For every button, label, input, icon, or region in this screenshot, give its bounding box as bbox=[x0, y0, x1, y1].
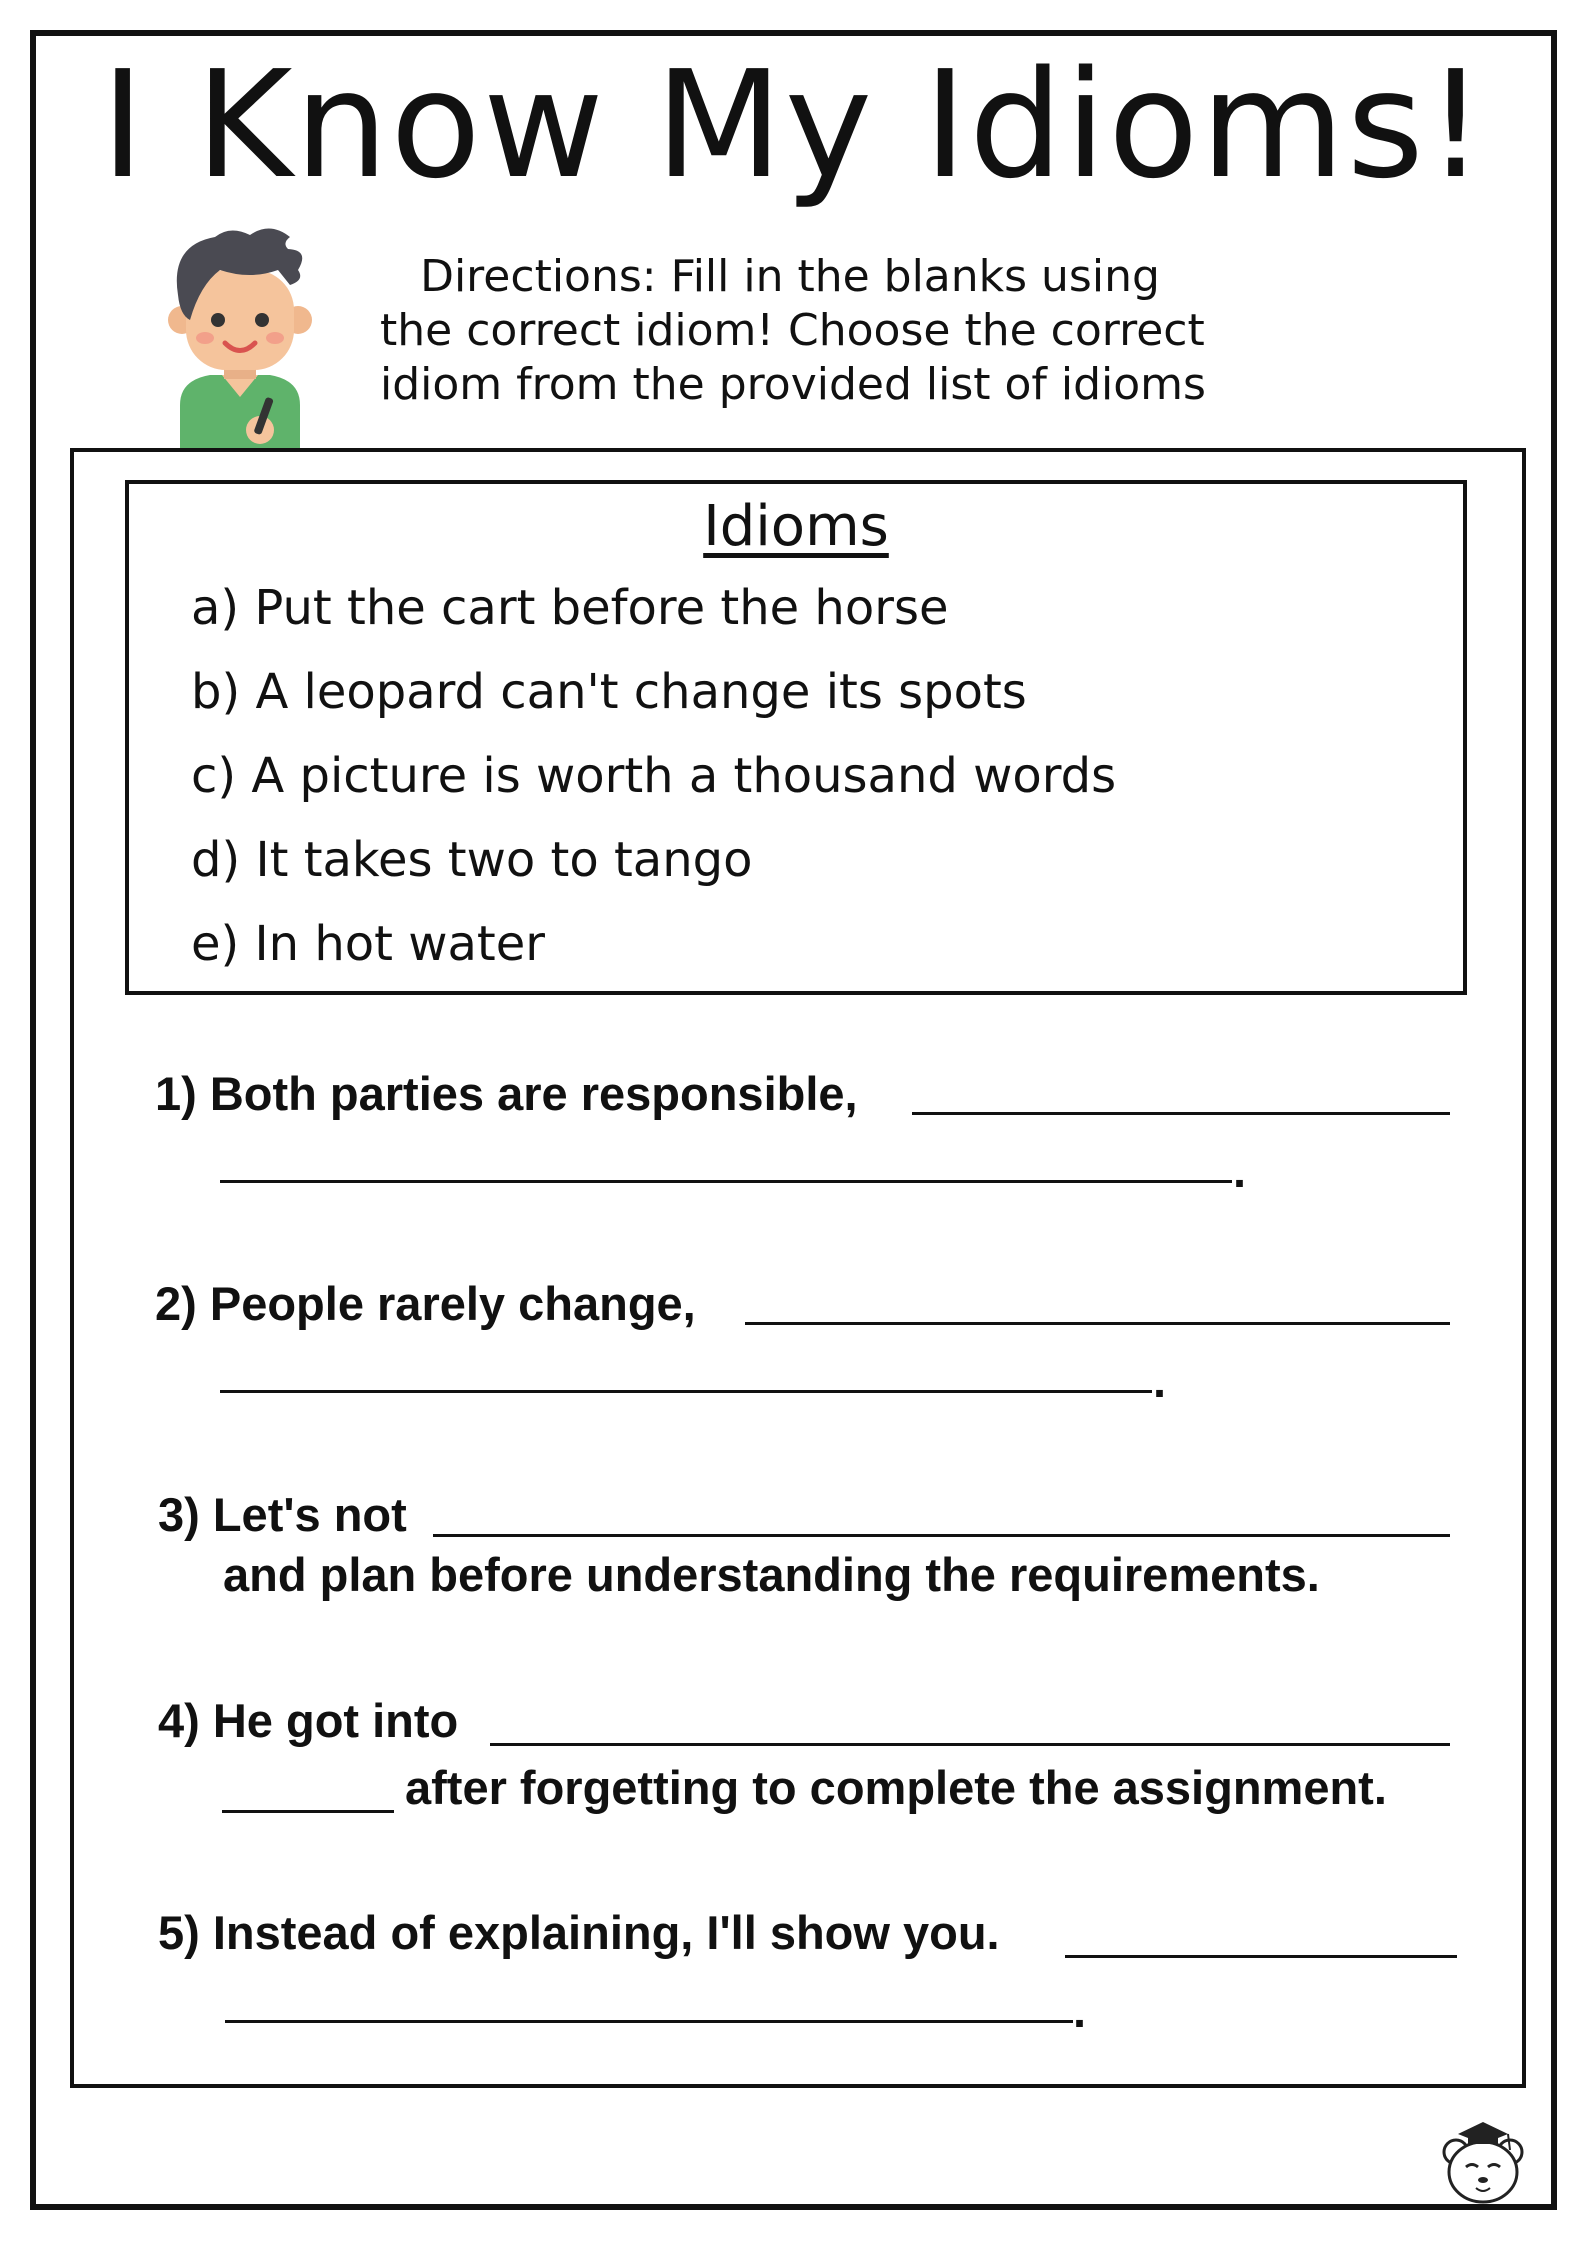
question-3-blank[interactable] bbox=[433, 1534, 1450, 1537]
question-2-blank-a[interactable] bbox=[745, 1322, 1450, 1325]
directions bbox=[380, 250, 1206, 412]
directions-line-1: Directions: Fill in the blanks using bbox=[420, 251, 1160, 302]
question-4-continuation: after forgetting to complete the assignment. bbox=[405, 1761, 1387, 1814]
page-title: I Know My Idioms! bbox=[100, 39, 1488, 211]
idiom-option-c: c) A picture is worth a thousand words bbox=[191, 748, 1117, 804]
idiom-option-d: d) It takes two to tango bbox=[191, 832, 753, 888]
directions-line-3: idiom from the provided list of idioms bbox=[380, 359, 1206, 410]
question-4-blank-b[interactable] bbox=[222, 1810, 394, 1813]
question-5-blank-a[interactable] bbox=[1065, 1955, 1457, 1958]
idiom-option-a: a) Put the cart before the horse bbox=[191, 580, 949, 636]
question-1-blank-b[interactable] bbox=[220, 1180, 1232, 1183]
idiom-option-b: b) A leopard can't change its spots bbox=[191, 664, 1027, 720]
question-5-blank-b[interactable] bbox=[225, 2020, 1073, 2023]
question-5-period: . bbox=[1073, 1984, 1087, 2037]
question-2-text: 2) People rarely change, bbox=[155, 1277, 696, 1330]
question-2-blank-b[interactable] bbox=[220, 1390, 1152, 1393]
question-4-blank-a[interactable] bbox=[490, 1743, 1450, 1746]
question-1-period: . bbox=[1233, 1144, 1247, 1197]
idiom-list-box bbox=[125, 480, 1467, 995]
panda-graduate-logo-icon bbox=[1438, 2112, 1528, 2207]
question-1-text: 1) Both parties are responsible, bbox=[155, 1067, 858, 1120]
idiom-list bbox=[191, 566, 1116, 986]
question-4-text: 4) He got into bbox=[158, 1694, 459, 1747]
question-3-text: 3) Let's not bbox=[158, 1488, 407, 1541]
directions-line-2: the correct idiom! Choose the correct bbox=[380, 305, 1205, 356]
question-2-period: . bbox=[1153, 1354, 1167, 1407]
question-1-blank-a[interactable] bbox=[912, 1112, 1450, 1115]
question-5-text: 5) Instead of explaining, I'll show you. bbox=[158, 1906, 1000, 1959]
idiom-option-e: e) In hot water bbox=[191, 916, 545, 972]
boy-writing-icon bbox=[160, 225, 320, 450]
idiom-list-heading: Idioms bbox=[703, 494, 889, 559]
question-3-continuation: and plan before understanding the requirements. bbox=[223, 1548, 1320, 1601]
